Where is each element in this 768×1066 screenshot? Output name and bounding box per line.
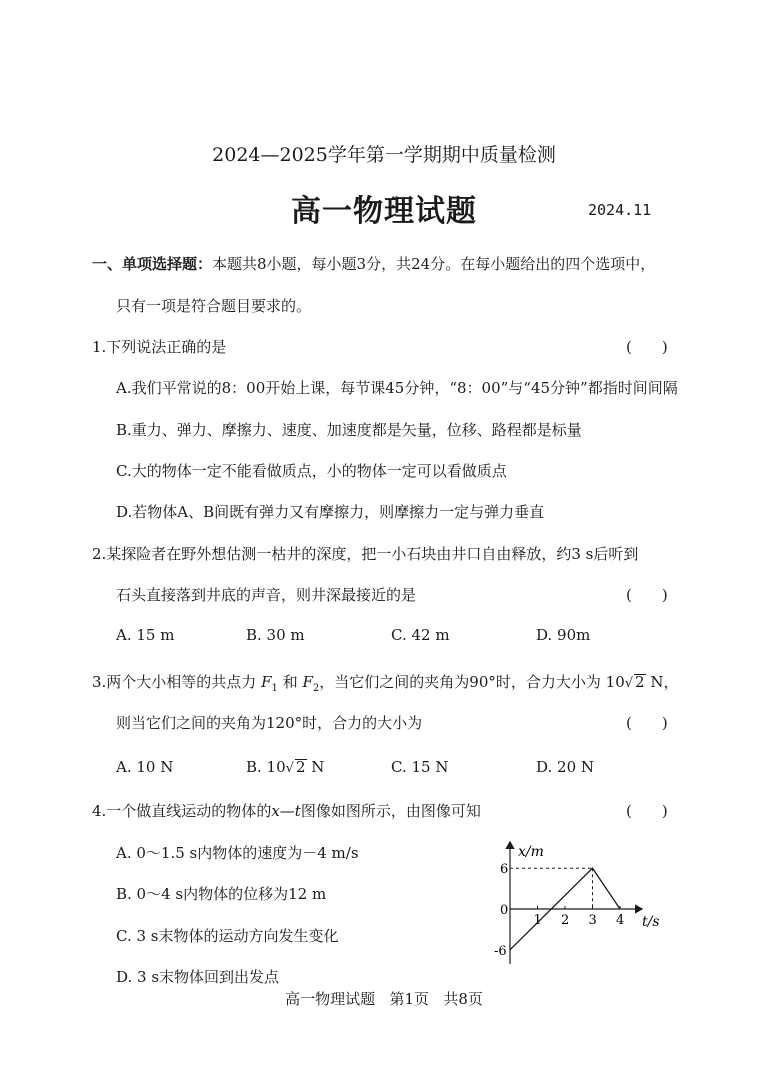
- q4-stem-prefix: 4.一个做直线运动的物体的: [92, 802, 272, 820]
- footer-page: 第1页: [389, 990, 429, 1008]
- footer-total: 共8页: [443, 990, 483, 1008]
- force-f1-subscript: 1: [271, 683, 278, 694]
- section-intro: [92, 253, 655, 274]
- x-tick-label: 1: [533, 913, 542, 928]
- q1-answer-bracket: ( ): [626, 338, 668, 356]
- q4-option-b: B. 0～4 s内物体的位移为12 m: [116, 885, 327, 903]
- y-tick-label: -6: [494, 943, 507, 959]
- q2-stem-line1: 2.某探险者在野外想估测一枯井的深度，把一小石块由井口自由释放，约3 s后听到: [92, 545, 639, 563]
- y-tick-label: 0: [500, 903, 509, 918]
- q1-option-c: C.大的物体一定不能看做质点，小的物体一定可以看做质点: [116, 462, 507, 480]
- q1-option-a: A.我们平常说的8：00开始上课，每节课45分钟，“8：00”与“45分钟”都指时间间隔: [116, 379, 678, 397]
- x-tick-label: 4: [616, 913, 625, 928]
- q4-stem-suffix: 图像如图所示，由图像可知: [300, 802, 481, 820]
- x-t-graph: [480, 836, 700, 976]
- q3-stem-line1: 3.两个大小相等的共点力 $F_1$ 和 $F_2$，当它们之间的夹角为90°时，合力大小为 10√ 2 N，: [92, 673, 679, 694]
- force-f2-subscript: 2: [312, 683, 320, 694]
- page-footer: [0, 988, 768, 1009]
- section-intro-line1: 本题共8小题，每小题3分，共24分。在每小题给出的四个选项中，: [212, 255, 656, 273]
- q1-option-b: B.重力、弹力、摩擦力、速度、加速度都是矢量，位移、路程都是标量: [116, 421, 582, 439]
- exam-date: 2024.11: [588, 201, 652, 219]
- q3-stem-line2: 则当它们之间的夹角为120°时，合力的大小为: [116, 714, 423, 732]
- q2-stem-line2: 石头直接落到井底的声音，则井深最接近的是: [116, 586, 417, 604]
- q4-stem: [92, 800, 481, 821]
- q3-option-c: C. 15 N: [391, 758, 449, 776]
- q3-stem-part2: ，当它们之间的夹角为90°时，合力大小为: [319, 673, 601, 691]
- x-tick-label: 3: [588, 913, 597, 928]
- q4-stem-variable: x—t: [271, 802, 301, 820]
- q2-answer-bracket: ( ): [626, 586, 668, 604]
- q4-option-c: C. 3 s末物体的运动方向发生变化: [116, 927, 339, 945]
- x-tick-label: 2: [561, 913, 570, 928]
- x-axis-label: t/s: [642, 914, 660, 930]
- q2-option-c: C. 42 m: [391, 626, 450, 644]
- y-tick-label: 6: [500, 862, 509, 878]
- q3-answer-bracket: ( ): [626, 714, 668, 732]
- q1-stem: 1.下列说法正确的是: [92, 338, 227, 356]
- exam-name: 2024—2025学年第一学期期中质量检测: [212, 144, 556, 166]
- q4-answer-bracket: ( ): [626, 802, 668, 820]
- page-title: 高一物理试题: [291, 194, 477, 229]
- section-intro-line2: 只有一项是符合题目要求的。: [116, 297, 312, 315]
- q2-option-b: B. 30 m: [246, 626, 305, 644]
- q3-option-b-unit: N: [311, 758, 325, 776]
- q3-and: 和: [282, 673, 298, 691]
- q3-radicand: 2: [635, 673, 645, 691]
- q3-coefficient: 10: [605, 673, 625, 691]
- force-f2: F: [302, 673, 313, 691]
- force-f1: F: [261, 673, 272, 691]
- section-heading: 一、单项选择题：: [92, 255, 213, 273]
- q3-option-b-radicand: 2: [295, 758, 306, 776]
- q1-option-d: D.若物体A、B间既有弹力又有摩擦力，则摩擦力一定与弹力垂直: [116, 503, 545, 521]
- q4-option-d: D. 3 s末物体回到出发点: [116, 968, 280, 986]
- q3-option-b: B. 10√ 2 N: [246, 758, 325, 776]
- q2-option-a: A. 15 m: [116, 626, 175, 644]
- q3-option-b-prefix: B. 10: [246, 758, 286, 776]
- q3-option-a: A. 10 N: [116, 758, 174, 776]
- q3-stem-part1: 3.两个大小相等的共点力: [92, 673, 257, 691]
- y-axis-label: x/m: [518, 844, 544, 860]
- q2-option-d: D. 90m: [536, 626, 591, 644]
- footer-title: 高一物理试题: [285, 990, 376, 1008]
- q3-unit: N，: [650, 673, 679, 691]
- q3-option-d: D. 20 N: [536, 758, 595, 776]
- q4-option-a: A. 0～1.5 s内物体的速度为－4 m/s: [116, 844, 359, 862]
